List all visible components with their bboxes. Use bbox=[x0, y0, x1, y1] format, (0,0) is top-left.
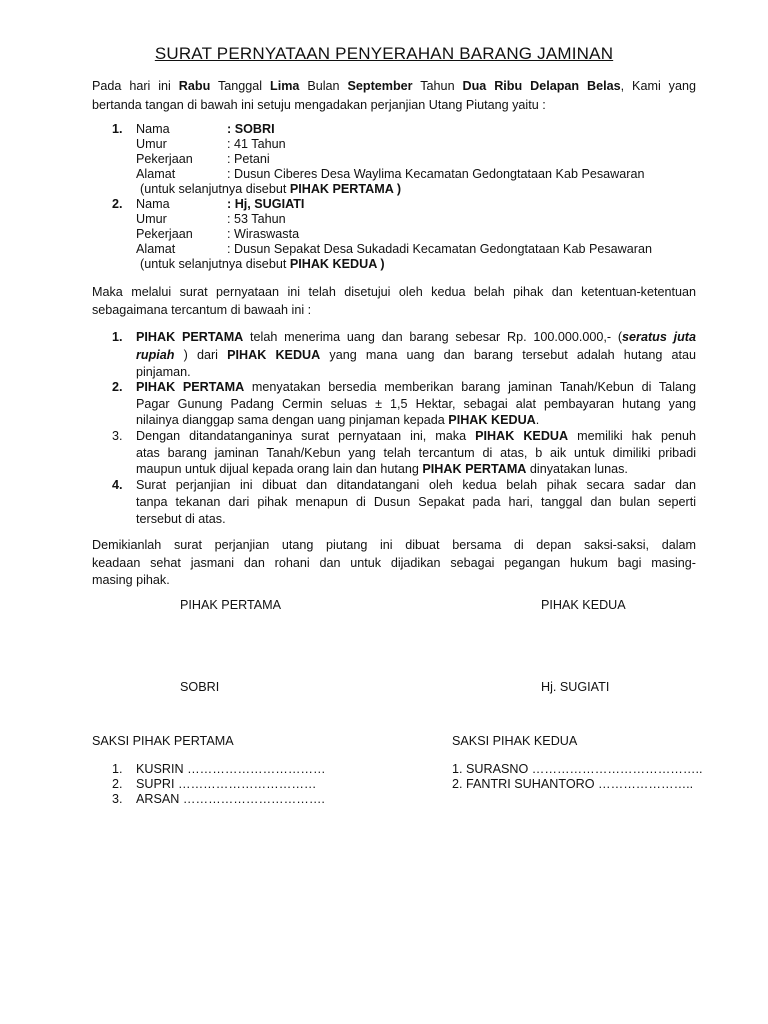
clause-text: . bbox=[535, 413, 540, 427]
amount-words: seratus juta bbox=[622, 330, 696, 344]
witness-number: 2. bbox=[112, 777, 123, 791]
intro-date: Lima bbox=[270, 79, 300, 93]
signature-name-left: SOBRI bbox=[180, 680, 220, 694]
witness-name-line: 2. FANTRI SUHANTORO ………………….. bbox=[452, 777, 694, 791]
pekerjaan-label: Pekerjaan bbox=[136, 152, 193, 166]
witness-number: 3. bbox=[112, 792, 123, 806]
intro-line-2: bertanda tangan di bawah ini setuju mengadakan perjanjian Utang Piutang yaitu : bbox=[92, 98, 546, 112]
party-designation: PIHAK KEDUA ) bbox=[289, 257, 385, 271]
nama-label: Nama bbox=[136, 197, 170, 211]
alamat-value: : Dusun Sepakat Desa Sukadadi Kecamatan Gedongtataan Kab Pesawaran bbox=[227, 242, 652, 256]
amount-words: rupiah bbox=[136, 348, 175, 362]
intro-text: Bulan bbox=[299, 79, 348, 93]
pekerjaan-label: Pekerjaan bbox=[136, 227, 193, 241]
clause-number: 4. bbox=[112, 478, 123, 492]
party-ref: PIHAK PERTAMA bbox=[136, 330, 244, 344]
maka-line-1: Maka melalui surat pernyataan ini telah disetujui oleh kedua belah pihak dan ketentuan-ketentuan bbox=[92, 285, 696, 299]
witness-name-line: KUSRIN …………………………… bbox=[136, 762, 326, 776]
clause-text: menyatakan bersedia memberikan barang jaminan Tanah/Kebun di Talang bbox=[244, 380, 697, 394]
nama-value: : Hj, SUGIATI bbox=[227, 197, 305, 211]
signature-role-right: PIHAK KEDUA bbox=[541, 598, 626, 612]
nama-label: Nama bbox=[136, 122, 170, 136]
intro-text: Tanggal bbox=[210, 79, 270, 93]
clause-text: yang mana uang dan barang tersebut adalah hutang atau bbox=[320, 348, 696, 362]
intro-text: Tahun bbox=[412, 79, 463, 93]
alamat-value: : Dusun Ciberes Desa Waylima Kecamatan Gedongtataan Kab Pesawaran bbox=[227, 167, 645, 181]
clause-line: tanpa tekanan dari pihak menapun di Dusun Sepakat pada hari, tanggal dan bulan seperti bbox=[136, 495, 696, 509]
maka-line-2: sebagaimana tercantum di bawaah ini : bbox=[92, 303, 312, 317]
party-designation: PIHAK PERTAMA ) bbox=[289, 182, 402, 196]
umur-value: : 41 Tahun bbox=[227, 137, 286, 151]
umur-label: Umur bbox=[136, 137, 167, 151]
party-note-text: (untuk selanjutnya disebut bbox=[140, 182, 290, 196]
intro-line-1 bbox=[92, 76, 696, 97]
clause-text: telah menerima uang dan barang sebesar Rp. 100.000.000,- ( bbox=[243, 330, 623, 344]
alamat-label: Alamat bbox=[136, 242, 176, 256]
clause-text: maupun untuk dijual kepada orang lain dan hutang bbox=[136, 462, 423, 476]
clause-text: dinyatakan lunas. bbox=[526, 462, 628, 476]
intro-year: Dua Ribu Delapan Belas bbox=[462, 79, 621, 93]
pekerjaan-value: : Wiraswasta bbox=[227, 227, 300, 241]
party-number: 1. bbox=[112, 122, 123, 136]
clause-text: memiliki hak penuh bbox=[568, 429, 697, 443]
party-ref: PIHAK PERTAMA bbox=[422, 462, 527, 476]
closing-line-2: keadaan sehat jasmani dan rohani dan untuk dijadikan sebagai pegangan hukum bagi masing- bbox=[92, 556, 696, 570]
intro-month: September bbox=[347, 79, 413, 93]
party-ref: PIHAK KEDUA bbox=[448, 413, 536, 427]
party-ref: PIHAK KEDUA bbox=[475, 429, 569, 443]
party-ref: PIHAK KEDUA bbox=[227, 348, 321, 362]
clause-line: tersebut di atas. bbox=[136, 512, 226, 526]
document-title: SURAT PERNYATAAN PENYERAHAN BARANG JAMINAN bbox=[154, 44, 614, 63]
clause-line: Pagar Gunung Padang Cermin seluas ± 1,5 Hektar, sebagai alat pembayaran hutang yang bbox=[136, 397, 696, 411]
clause-number: 1. bbox=[112, 330, 123, 344]
alamat-label: Alamat bbox=[136, 167, 176, 181]
umur-value: : 53 Tahun bbox=[227, 212, 286, 226]
signature-name-right: Hj. SUGIATI bbox=[541, 680, 610, 694]
intro-day: Rabu bbox=[178, 79, 211, 93]
clause-line bbox=[136, 345, 696, 366]
clause-number: 3. bbox=[112, 429, 123, 443]
pekerjaan-value: : Petani bbox=[227, 152, 270, 166]
nama-value: : SOBRI bbox=[227, 122, 275, 136]
party-note bbox=[140, 257, 385, 272]
intro-text: , Kami yang bbox=[620, 79, 696, 93]
clause-text: Dengan ditandatanganinya surat pernyataan ini, maka bbox=[136, 429, 476, 443]
intro-text: Pada hari ini bbox=[92, 79, 179, 93]
clause-text: ) dari bbox=[174, 348, 228, 362]
witness-title-right: SAKSI PIHAK KEDUA bbox=[452, 734, 578, 748]
witness-name-line: ARSAN ……………………………. bbox=[136, 792, 325, 806]
witness-title-left: SAKSI PIHAK PERTAMA bbox=[92, 734, 234, 748]
party-note-text: (untuk selanjutnya disebut bbox=[140, 257, 290, 271]
clause-number: 2. bbox=[112, 380, 123, 394]
clause-text: nilainya dianggap sama dengan uang pinjaman kepada bbox=[136, 413, 449, 427]
closing-line-3: masing pihak. bbox=[92, 573, 170, 587]
witness-name-line: 1. SURASNO ………………………………….. bbox=[452, 762, 703, 776]
party-note bbox=[140, 182, 401, 197]
clause-line: pinjaman. bbox=[136, 365, 191, 379]
signature-role-left: PIHAK PERTAMA bbox=[180, 598, 282, 612]
witness-number: 1. bbox=[112, 762, 123, 776]
clause-line: Surat perjanjian ini dibuat dan ditandatangani oleh kedua belah pihak secara sadar dan bbox=[136, 478, 696, 492]
witness-name-line: SUPRI …………………………… bbox=[136, 777, 317, 791]
party-ref: PIHAK PERTAMA bbox=[136, 380, 245, 394]
clause-line: atas barang jaminan Tanah/Kebun yang telah tercantum di atas, b aik untuk dimiliki pribadi bbox=[136, 446, 696, 460]
umur-label: Umur bbox=[136, 212, 167, 226]
closing-line-1: Demikianlah surat perjanjian utang piutang ini dibuat bersama di depan saksi-saksi, dalam bbox=[92, 538, 696, 552]
party-number: 2. bbox=[112, 197, 123, 211]
